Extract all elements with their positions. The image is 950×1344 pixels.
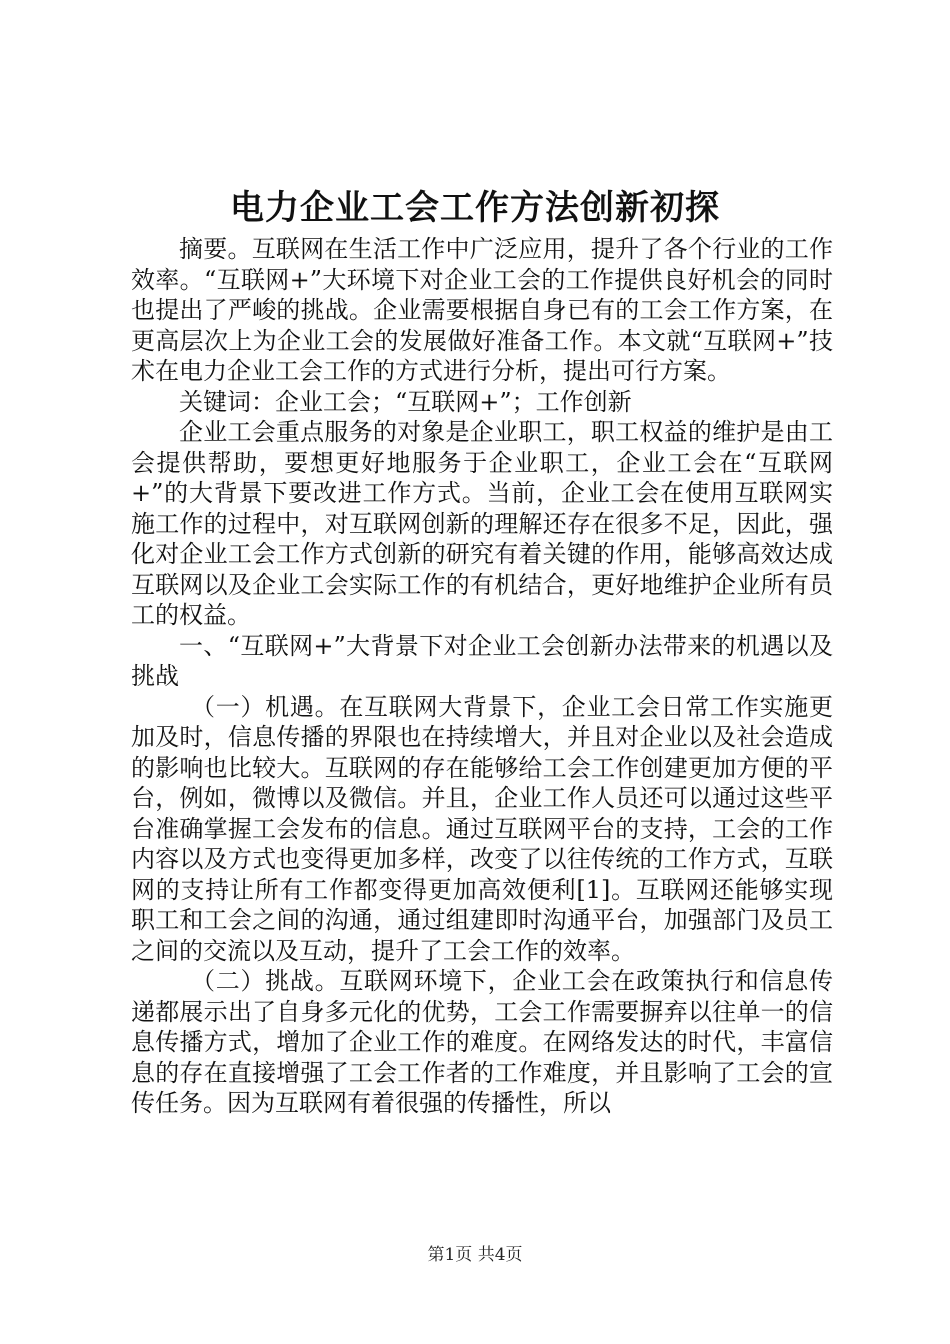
keywords-paragraph: 关键词：企业工会；“互联网+”；工作创新 (179, 387, 632, 416)
document-title: 电力企业工会工作方法创新初探 (230, 188, 720, 228)
section-heading: 一、“互联网+”大背景下对企业工会创新办法带来的机遇以及挑战 (131, 631, 833, 690)
opportunity-paragraph: （一）机遇。在互联网大背景下，企业工会日常工作实施更加及时，信息传播的界限也在持续增大，并且对企业以及社会造成的影响也比较大。互联网的存在能够给工会工作创建更加方便的平台，例如，微博以及微信。并且，企业工作人员还可以通过这些平台准确掌握工会发布的信息。通过互联网平台的支持，工会的工作内容以及方式也变得更加多样，改变了以往传统的工作方式，互联网的支持让所有工作都变得更加高效便利[1]。互联网还能够实现职工和工会之间的沟通，通过组建即时沟通平台，加强部门及员工之间的交流以及互动，提升了工会工作的效率。 (131, 692, 833, 965)
abstract-paragraph: 摘要。互联网在生活工作中广泛应用，提升了各个行业的工作效率。“互联网+”大环境下对企业工会的工作提供良好机会的同时也提出了严峻的挑战。企业需要根据自身已有的工会工作方案，在更高层次上为企业工会的发展做好准备工作。本文就“互联网+”技术在电力企业工会工作的方式进行分析，提出可行方案。 (131, 235, 833, 385)
intro-paragraph: 企业工会重点服务的对象是企业职工，职工权益的维护是由工会提供帮助，要想更好地服务于企业职工，企业工会在“互联网+”的大背景下要改进工作方式。当前，企业工会在使用互联网实施工作的过程中，对互联网创新的理解还存在很多不足，因此，强化对企业工会工作方式创新的研究有着关键的作用，能够高效达成互联网以及企业工会实际工作的有机结合，更好地维护企业所有员工的权益。 (131, 418, 833, 629)
challenge-paragraph: （二）挑战。互联网环境下，企业工会在政策执行和信息传递都展示出了自身多元化的优势，工会工作需要摒弃以往单一的信息传播方式，增加了企业工作的难度。在网络发达的时代，丰富信息的存在直接增强了工会工作者的工作难度，并且影响了工会的宣传任务。因为互联网有着很强的传播性，所以 (131, 967, 833, 1117)
page-footer: 第1页 共4页 (427, 1245, 523, 1265)
document-body (131, 234, 833, 1119)
